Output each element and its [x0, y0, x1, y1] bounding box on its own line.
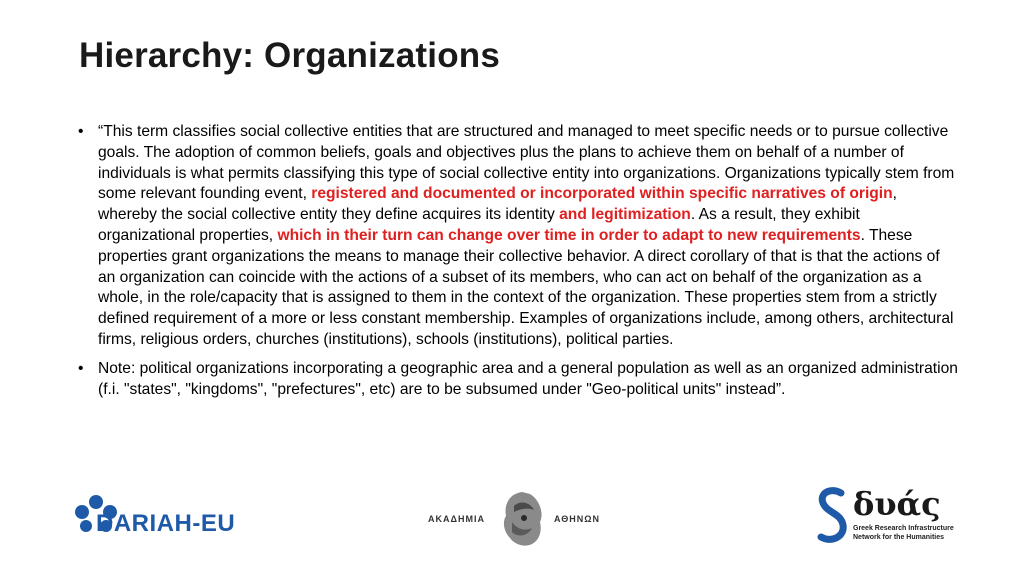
- dariah-logo: [72, 492, 242, 544]
- text-segment: , whereby the social collective entity they define acquires its identity: [98, 185, 898, 224]
- bullet-marker: •: [78, 359, 84, 377]
- slide-content: [78, 122, 958, 408]
- bullet-marker: •: [78, 123, 84, 140]
- academy-right-text: ΑΘΗΝΩΝ: [554, 514, 600, 524]
- dyas-subtitle-1: Greek Research Infrastructure: [853, 525, 954, 532]
- academy-of-athens-logo: [428, 488, 608, 550]
- text-segment: “This term classifies social collective entities that are structured and managed to meet specific needs or to pursue collective goals. The adoption of common beliefs, goals and objectives plus the plans to achieve them on behalf of a number of individuals is what permits classifying this type of social collective entity into organizations. Organizations typically stem from some relevant founding event,: [98, 123, 955, 203]
- dyas-wordmark: δυάς: [853, 485, 941, 523]
- academy-left-text: ΑΚΑΔΗΜΙΑ: [428, 514, 485, 524]
- text-segment: . These properties grant organizations the means to manage their collective behavior. A direct corollary of that is that the actions of an organization can coincide with the actions of a subset of its members, who can act on behalf of the organization as a whole, in the role/capacity that is assigned to them in the context of the organization. These properties stem from a strictly defined requirement of a more or less constant membership. Examples of organizations include, among others, architectural firms, religious orders, churches (institutions), schools (institutions), political parties.: [98, 226, 954, 348]
- bullet-text-definition: [98, 122, 958, 351]
- text-segment: . As a result, they exhibit organizational properties,: [98, 206, 860, 244]
- bullet-text-note: Note: political organizations incorporating a geographic area and a general population as well as an organized administration (f.i. "states", "kingdoms", "prefectures", etc) are to be subsumed under "Geo-political units" instead”.: [98, 359, 958, 398]
- dyas-subtitle-2: Network for the Humanities: [853, 534, 945, 541]
- bullet-item-definition: [78, 122, 958, 351]
- slide-title: Hierarchy: Organizations: [79, 36, 501, 75]
- athena-head-icon: [494, 488, 550, 550]
- bullet-item-note: [78, 359, 958, 401]
- dyas-logo: [815, 485, 965, 547]
- highlight-origin: registered and documented or incorporated within specific narratives of origin: [311, 185, 893, 203]
- highlight-change: which in their turn can change over time in order to adapt to new requirements: [277, 226, 861, 244]
- dariah-wordmark: DARIAH-EU: [96, 510, 236, 537]
- dyas-s-icon: [815, 487, 849, 545]
- highlight-legitimization: and legitimization: [559, 206, 691, 224]
